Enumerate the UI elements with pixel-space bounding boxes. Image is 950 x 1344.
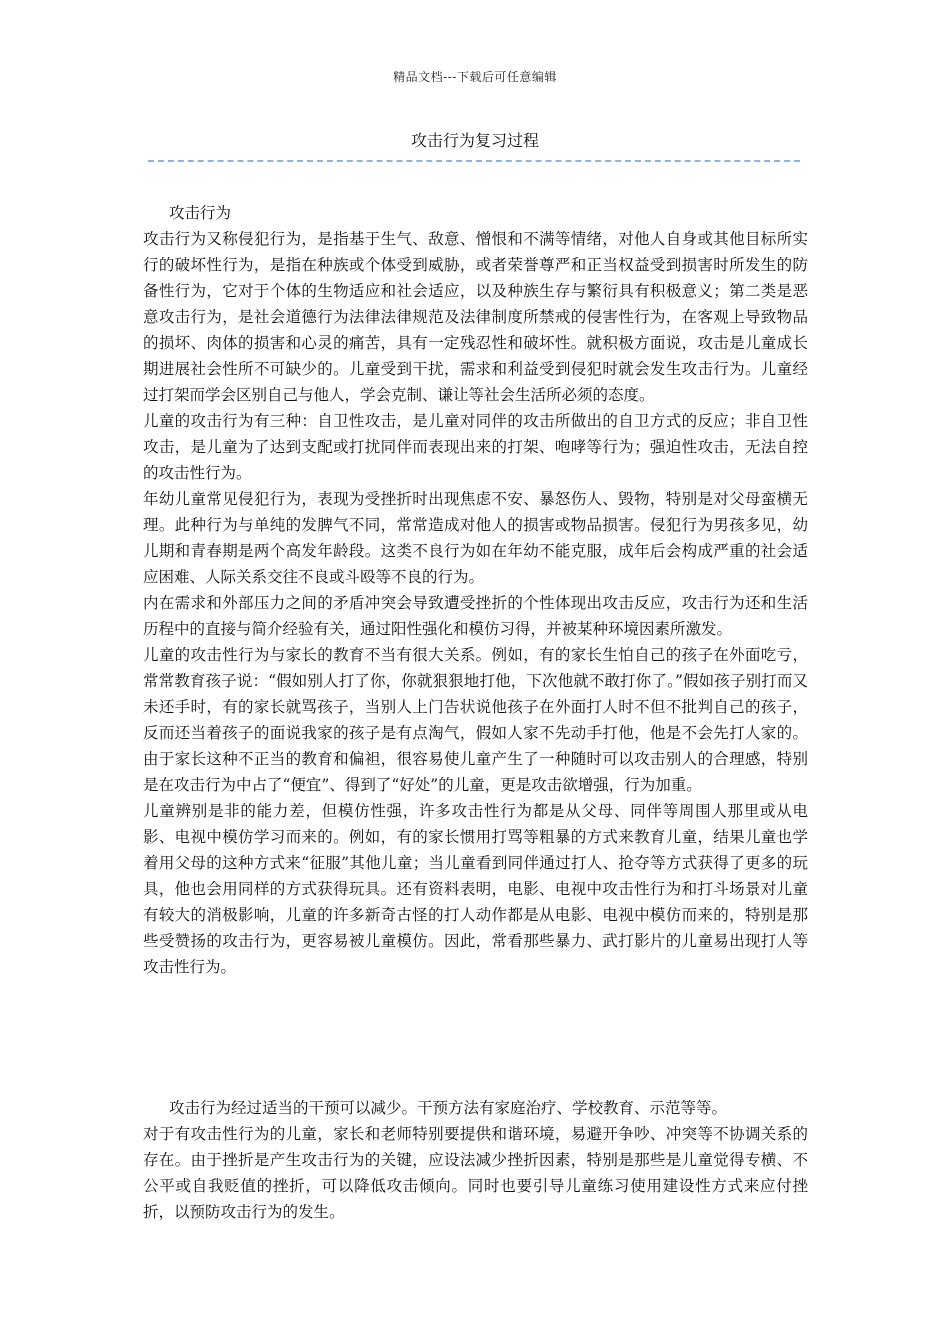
body-paragraph: 年幼儿童常见侵犯行为，表现为受挫折时出现焦虑不安、暴怒伤人、毁物，特别是对父母蛮横无理。此种行为与单纯的发脾气不同，常常造成对他人的损害或物品损害。侵犯行为男孩多见，幼儿期和青春期是两个高发年龄段。这类不良行为如在年幼不能克服，成年后会构成严重的社会适应困难、人际关系交往不良或斗殴等不良的行为。	[143, 490, 808, 586]
body-paragraph: 攻击行为经过适当的干预可以减少。干预方法有家庭治疗、学校教育、示范等等。	[169, 1099, 728, 1117]
body-paragraph: 儿童的攻击性行为与家长的教育不当有很大关系。例如，有的家长生怕自己的孩子在外面吃亏，常常教育孩子说：“假如别人打了你，你就狠狠地打他，下次他就不敢打你了。”假如孩子别打而又未还手时，有的家长就骂孩子，当别人上门告状说他孩子在外面打人时不但不批判自己的孩子，反而还当着孩子的面说我家的孩子是有点淘气，假如人家不先动手打他，他是不会先打人家的。由于家长这种不正当的教育和偏袒，很容易使儿童产生了一种随时可以攻击别人的合理感，特别是在攻击行为中占了“便宜”、得到了“好处”的儿童，更是攻击欲增强，行为加重。	[143, 646, 808, 794]
body-paragraph: 儿童辨别是非的能力差，但模仿性强，许多攻击性行为都是从父母、同伴等周围人那里或从电影、电视中模仿学习而来的。例如，有的家长惯用打骂等粗暴的方式来教育儿童，结果儿童也学着用父母的这种方式来“征服”其他儿童；当儿童看到同伴通过打人、抢夺等方式获得了更多的玩具，他也会用同样的方式获得玩具。还有资料表明，电影、电视中攻击性行为和打斗场景对儿童有较大的消极影响，儿童的许多新奇古怪的打人动作都是从电影、电视中模仿而来的，特别是那些受赞扬的攻击行为，更容易被儿童模仿。因此，常看那些暴力、武打影片的儿童易出现打人等攻击性行为。	[143, 802, 808, 976]
header-note: 精品文档---下载后可任意编辑	[393, 70, 557, 84]
section-intervention-text	[143, 1095, 808, 1225]
body-paragraph: 内在需求和外部压力之间的矛盾冲突会导致遭受挫折的个性体现出攻击反应，攻击行为还和生活历程中的直接与简介经验有关，通过阳性强化和模仿习得，并被某种环境因素所激发。	[143, 594, 808, 638]
title-divider	[148, 160, 800, 162]
section-heading: 攻击行为	[169, 204, 232, 222]
body-paragraph: 儿童的攻击行为有三种：自卫性攻击，是儿童对同伴的攻击所做出的自卫方式的反应；非自卫性攻击，是儿童为了达到支配或打扰同伴而表现出来的打架、咆哮等行为；强迫性攻击，无法自控的攻击性行为。	[143, 412, 808, 482]
document-title: 攻击行为复习过程	[410, 131, 539, 150]
body-paragraph: 攻击行为又称侵犯行为，是指基于生气、敌意、憎恨和不满等情绪，对他人自身或其他目标所实行的破坏性行为，是指在种族或个体受到威胁，或者荣誉尊严和正当权益受到损害时所发生的防备性行为，它对于个体的生物适应和社会适应，以及种族生存与繁衍具有积极意义；第二类是恶意攻击行为，是社会道德行为法律法律规范及法律制度所禁戒的侵害性行为，在客观上导致物品的损坏、肉体的损害和心灵的痛苦，具有一定残忍性和破坏性。就积极方面说，攻击是儿童成长期进展社会性所不可缺少的。儿童受到干扰，需求和利益受到侵犯时就会发生攻击行为。儿童经过打架而学会区别自己与他人，学会克制、谦让等社会生活所必须的态度。	[143, 230, 808, 404]
body-paragraph: 对于有攻击性行为的儿童，家长和老师特别要提供和谐环境，易避开争吵、冲突等不协调关系的存在。由于挫折是产生攻击行为的关键，应设法减少挫折因素，特别是那些是儿童觉得专横、不公平或自我贬值的挫折，可以降低攻击倾向。同时也要引导儿童练习使用建设性方式来应付挫折，以预防攻击行为的发生。	[143, 1125, 808, 1221]
section-main-text	[143, 200, 808, 980]
